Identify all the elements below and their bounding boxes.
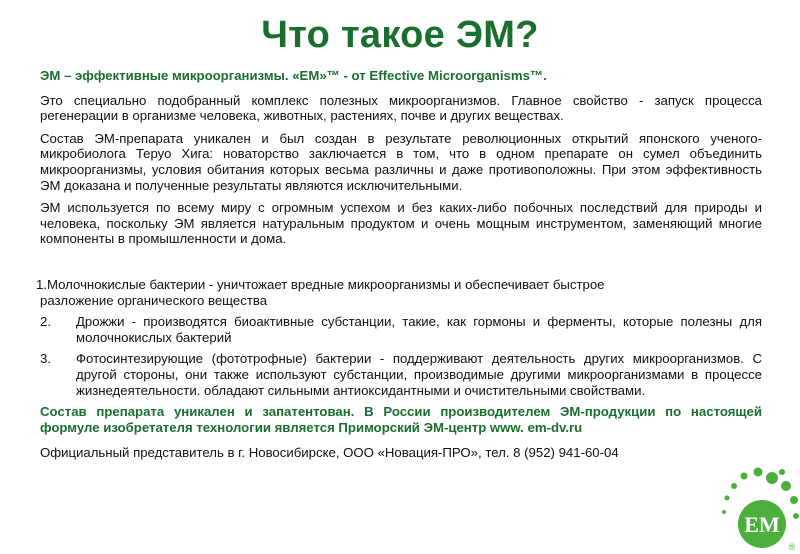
list-item-1-line1: 1.Молочнокислые бактерии - уничтожает вредные микроорганизмы и обеспечивает быстрое [36,276,605,292]
list-item-1-line2: разложение органического вещества [40,292,268,308]
list-item-3-number: 3. [40,351,51,367]
list-item-3 [40,351,762,398]
footer-representative: Официальный представитель в г. Новосибирске, ООО «Новация-ПРО», тел. 8 (952) 941-60-04 [40,445,619,461]
page-title: Что такое ЭМ? [261,14,539,56]
em-logo [712,460,800,554]
list-item-2-text: Дрожжи - производятся биоактивные субстанции, такие, как гормоны и ферменты, которые полезны для молочнокислых бактерий [76,314,762,345]
list-item-1 [36,276,762,308]
intro-line: ЭМ – эффективные микроорганизмы. «EM»™ - от Effective Microorganisms™. [40,68,547,83]
logo-registered-mark: ® [788,542,796,552]
list-item-2 [40,314,762,345]
paragraph-1: Это специально подобранный комплекс полезных микроорганизмов. Главное свойство - запуск процесса регенерации в организме человека, животных, растениях, почве и других веществах. [40,92,762,124]
list-item-3-text: Фотосинтезирующие (фототрофные) бактерии - поддерживают деятельность других микроорганизмов. С другой стороны, они также используют субстанции, производимые другими микроорганизмами в процессе жизнедеятельности. обладают сильными антиоксидантными и очистительными свойствами. [76,351,762,398]
logo-text: EM [744,512,780,537]
paragraph-2: Состав ЭМ-препарата уникален и был создан в результате революционных открытий японского ученого-микробиолога Теруо Хига: новаторство заключается в том, что в одном препарате он сумел объединить микроорганизмы, условия обитания которых весьма различны и даже противоположны. При этом эффективность ЭМ доказана и полученные результаты являются исключительными. [40,130,762,193]
footer-green-note: Состав препарата уникален и запатентован. В России производителем ЭМ-продукции по настоящей формуле изобретателя технологии является Приморский ЭМ-центр www. em-dv.ru [40,404,762,435]
content-area [36,68,762,468]
list-item-2-number: 2. [40,314,51,330]
paragraph-3: ЭМ используется по всему миру с огромным успехом и без каких-либо побочных последствий для природы и человека, поскольку ЭМ является натуральным продуктом и очень мощным инструментом, заменяющий многие компоненты в промышленности и дома. [40,200,762,247]
